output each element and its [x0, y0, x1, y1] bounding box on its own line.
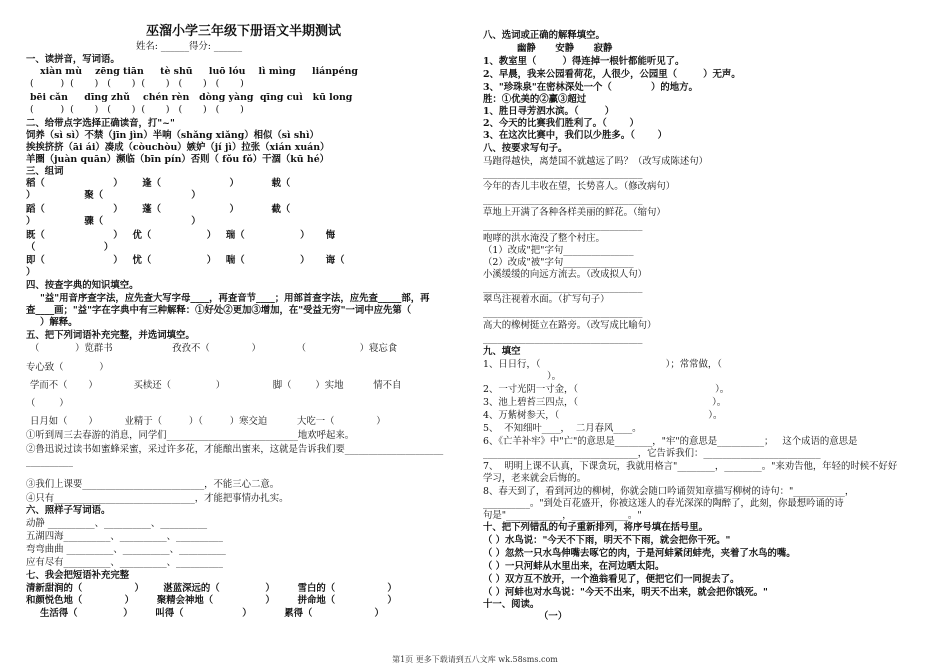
text-line: 蹈（ ） 蓬（ ） 截（ [26, 204, 291, 215]
text-line: 八、选词或正确的解释填空。 [483, 30, 605, 41]
text-line: ①听到周三去春游的消息，同学们____________________________地欢呼起来。 [26, 430, 355, 441]
text-line: 3、"珍珠泉"在密林深处一个（ ）的地方。 [483, 82, 698, 93]
text-line: 幽静 安静 寂静 [517, 43, 613, 54]
text-line: 姓名: ______得分: ______ [136, 41, 243, 52]
text-line: 九、填空 [483, 346, 521, 357]
text-line: 十一、阅读。 [483, 599, 540, 610]
text-line: 5、 不知细叶____， 二月春风____。 [483, 423, 642, 434]
text-line: 2、一寸光阴一寸金，（ ）。 [483, 384, 730, 395]
text-line: ( ) ( ) ( ) ( ) ( ) ( ) [30, 104, 244, 115]
text-line: 3、池上碧苔三四点，（ ）。 [483, 397, 727, 408]
text-line: 弯弯曲曲 __________、__________、__________ [26, 544, 226, 555]
text-line: （ ）水鸟说："今天不下雨，明天不下雨，就会把你干死。" [483, 535, 731, 546]
text-line: "益"用音序查字法，应先查大写字母____，再查音节____；用部首查字法，应先查_____部，再 [40, 293, 430, 304]
text-line: ）。 [547, 371, 562, 382]
text-line: 三、组词 [26, 166, 64, 177]
text-line: （ ）双方互不放开，一个渔翁看见了，便把它们一同捉去了。 [483, 574, 740, 585]
text-line: ( ) ( ) ( ) ( ) ( ) ( ) [30, 78, 244, 89]
text-line: 五、把下列词语补充完整，并选词填空。 [26, 330, 195, 341]
text-line: 七、我会把短语补充完整 [26, 570, 130, 581]
text-line: ）解释。 [40, 317, 78, 328]
text-line: 动静 __________、__________、__________ [26, 518, 208, 529]
text-line: 学习，老来就会后悔的。 [483, 473, 587, 484]
text-line: （ ）忽然一只水鸟伸嘴去啄它的肉，于是河蚌紧闭蚌壳，夹着了水鸟的嘴。 [483, 548, 796, 559]
text-line: （ ）览群书 孜孜不（ ） （ ）寝忘食 [30, 343, 398, 354]
text-line: __________ [26, 456, 73, 467]
text-line: （ ）一只河蚌从水里出来，在河边晒太阳。 [483, 561, 665, 572]
text-line: 8、春天到了，看到河边的柳树，你就会随口吟诵贺知章描写柳树的诗句："___________， [483, 486, 855, 497]
text-line: __________________________________ [483, 220, 643, 231]
text-line: 1、胜日寻芳泗水滨。（ ） [483, 106, 615, 117]
text-line: （1）改成"把"字句_______________ [483, 245, 634, 256]
text-line: （ ） [26, 242, 114, 253]
text-line: 专心致（ ） [26, 362, 109, 373]
text-line: 和颜悦色地（ ） 聚精会神地（ ） 拼命地（ ） [26, 595, 397, 606]
text-line: 查____画；"益"字在字典中有三种解释：①好处②更加③增加，在"受益无穷"一词中应先第（ [26, 305, 412, 316]
text-line: 八、按要求写句子。 [483, 143, 568, 154]
text-line: 3、在这次比赛中，我们以少胜多。（ ） [483, 130, 668, 141]
text-line: 一、读拼音，写词语。 [26, 54, 120, 65]
text-line: bēi cǎn dīng zhǔ chén rèn dòng yàng qīng cuì kū long [30, 92, 353, 103]
text-line: （一） [539, 611, 568, 622]
text-line: 4、万紫树参天，（ ）。 [483, 410, 723, 421]
text-line: 应有尽有__________、__________、__________ [26, 557, 223, 568]
text-line: 1、日日行，（ ）；常常做，（ [483, 359, 722, 370]
text-line: 2、今天的比赛我们胜利了。（ ） [483, 118, 639, 129]
text-line: 句是"____________，____________。" [483, 510, 642, 521]
text-line: 五湖四海__________、__________、__________ [26, 531, 223, 542]
text-line: xiàn mù zēng tiān tè shū luō lóu lì mìng liánpéng [40, 66, 358, 77]
text-line: 十、把下列错乱的句子重新排列，将序号填在括号里。 [483, 522, 709, 533]
text-line: __________________________________ [483, 194, 643, 205]
text-line: __________。"到处百花盛开，你被这迷人的春光深深的陶醉了，此刻，你最想吟诵的诗 [483, 498, 844, 509]
text-line: 翠鸟注视着水面。（扩写句子） [483, 294, 610, 305]
text-line: 草地上开满了各种各样美丽的鲜花。（缩句） [483, 207, 666, 218]
text-line: 清新甜润的（ ） 湛蓝深远的（ ） 雪白的（ ） [26, 583, 397, 594]
text-line: 二、给带点字选择正确读音，打"~" [26, 118, 175, 129]
text-line: 高大的橡树挺立在路旁。（改写成比喻句） [483, 320, 657, 331]
text-line: ③我们上课要__________________________，不能三心二意。 [26, 479, 280, 490]
text-line: __________________________________ [483, 333, 643, 344]
text-line: ④只有______________________________，才能把事情办扎实。 [26, 493, 289, 504]
text-line: 今年的杏儿丰收在望，长势喜人。（修改病句） [483, 181, 676, 192]
text-line: 饲养（sì sì）不禁（jīn jìn）半响（shǎng xiǎng）相似（sì shì） [26, 130, 319, 141]
text-line: 既（ ） 优（ ） 瑞（ ） 悔 [26, 230, 336, 241]
text-line: （ ） [26, 398, 69, 409]
text-line: 6、《亡羊补牢》中"亡"的意思是________，"牢"的意思是__________； 这个成语的意思是 [483, 436, 858, 447]
text-line: 四、按查字典的知识填空。 [26, 280, 139, 291]
text-line: 巫溜小学三年级下册语文半期测试 [146, 24, 342, 39]
page-footer: 第1页 更多下载请到五八文库 wk.58sms.com [392, 655, 558, 664]
text-line: 即（ ） 忧（ ） 喘（ ） 诲（ [26, 255, 345, 266]
text-line: 1、教室里（ ）得连掉一根针都能听见了。 [483, 56, 685, 67]
text-line: 胜：①优美的②赢③超过 [483, 94, 587, 105]
text-line: ） [26, 267, 36, 278]
text-line: （2）改成"被"字句_______________ [483, 257, 634, 268]
text-line: 学而不（ ） 买椟还（ ） 脚（ ）实地 情不自 [30, 380, 402, 391]
text-line: __________________________________ [483, 282, 643, 293]
text-line: 马跑得越快，离楚国不就越远了吗？（改写成陈述句） [483, 156, 709, 167]
text-line: 日月如（ ） 业精于（ ）（ ）寒交迫 大吃一（ ） [30, 416, 386, 427]
text-line: 六、照样子写词语。 [26, 505, 111, 516]
text-line: _________________________________，它告诉我们：_________________________ [483, 448, 821, 459]
text-line: ） 骤（ ） [26, 216, 201, 227]
text-line: 挨挨挤挤（āi ái）凑成（còuchòu）嫉妒（jí jì）拉张（xián xuán） [26, 142, 330, 153]
text-line: __________________________________ [483, 307, 643, 318]
text-line: 咆哮的洪水淹没了整个村庄。 [483, 233, 605, 244]
text-line: ②鲁迅说过读书如蜜蜂采蜜，采过许多花，才能酿出蜜来，这就是告诉我们要_____________________ [26, 444, 444, 455]
text-line: 稻（ ） 逢（ ） 载（ [26, 178, 291, 189]
text-line: 小溪缓缓的向远方流去。（改成拟人句） [483, 269, 648, 280]
text-line: ） 聚（ ） [26, 190, 201, 201]
text-line: 生活得（ ） 叫得（ ） 累得（ ） [40, 608, 384, 619]
text-line: 2、早晨，我来公园看荷花，人很少，公园里（ ）无声。 [483, 69, 741, 80]
text-line: （ ）河蚌也对水鸟说："今天不出来，明天不出来，就会把你饿死。" [483, 587, 768, 598]
text-line: __________________________________ [483, 168, 643, 179]
text-line: 7、 明明上课不认真，下课贪玩，我就用格言"________，________。"来劝告他，年轻的时候不好好 [483, 461, 898, 472]
text-line: 羊圈（juàn quān）濒临（bīn pín）否则（ fǒu fǒ）干涸（kū hé） [26, 154, 330, 165]
